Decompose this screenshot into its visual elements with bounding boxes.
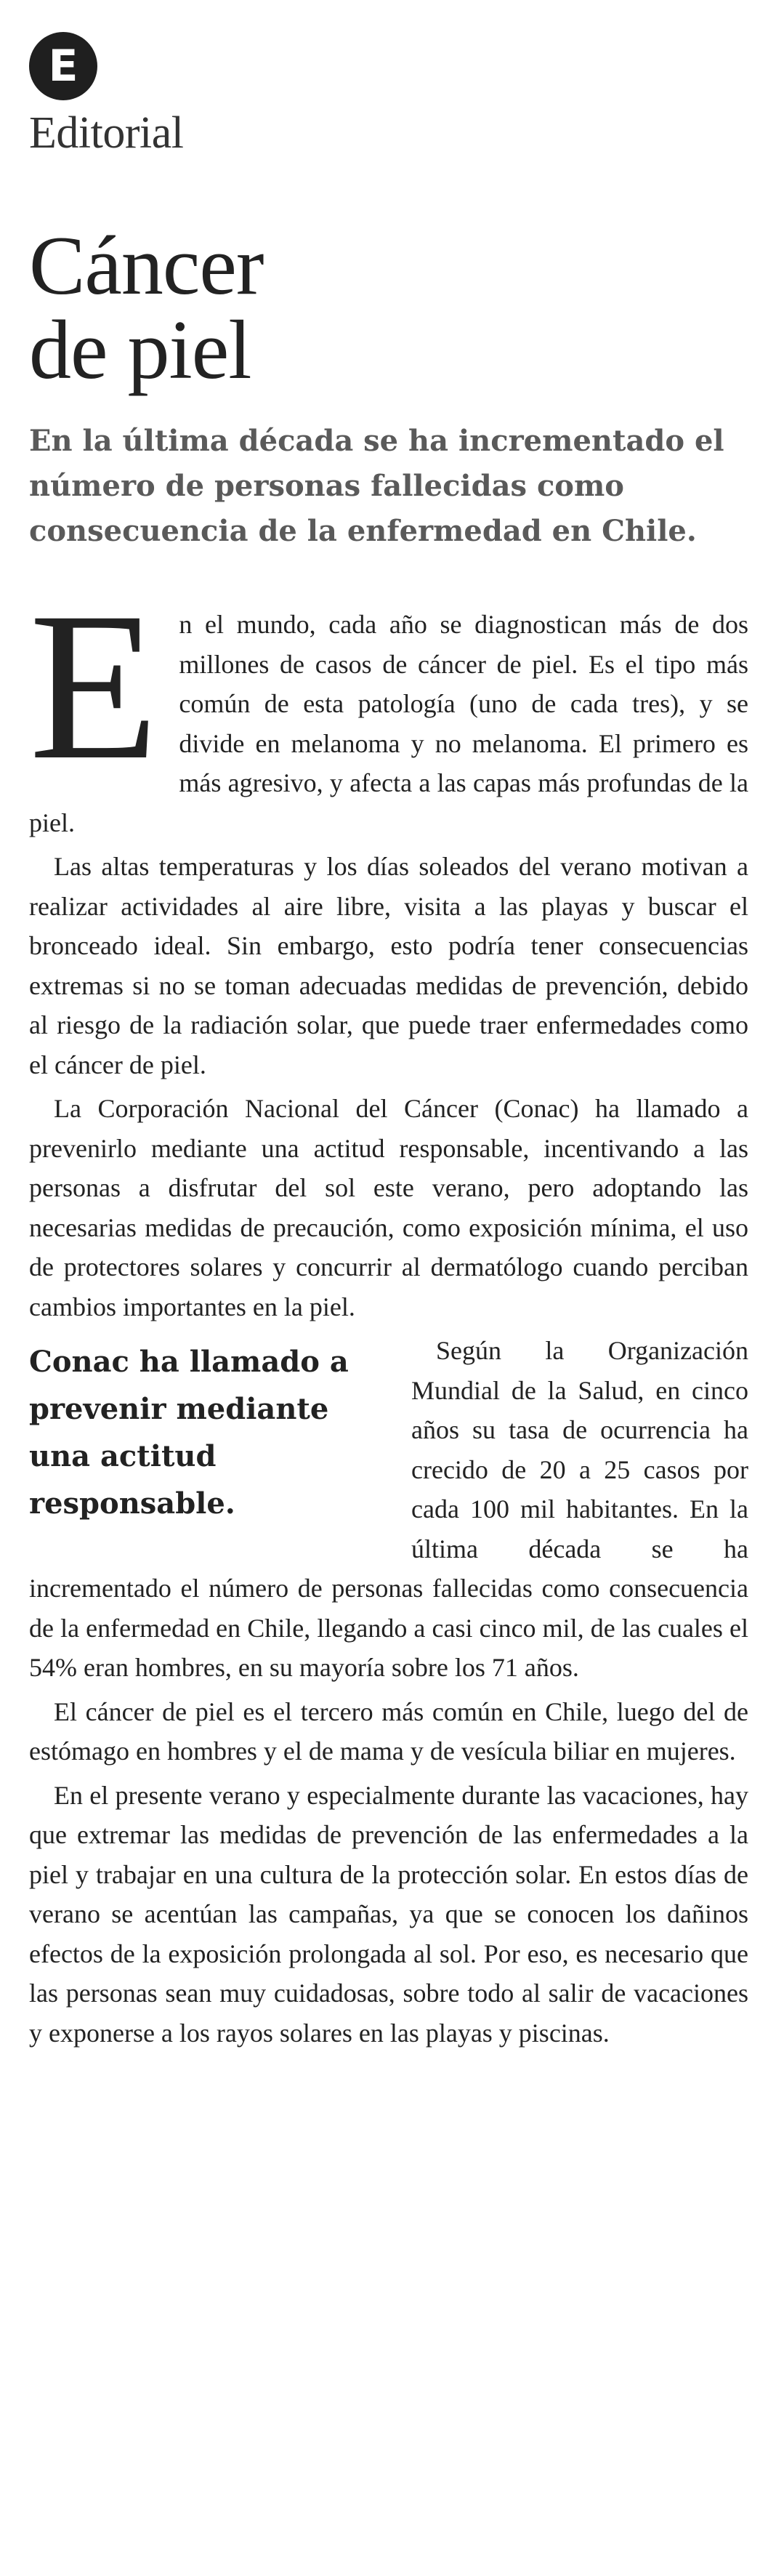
editorial-article [29, 20, 748, 2057]
deck-subtitle: En la última década se ha incrementado el número de personas fallecidas como consecuencia de la enfermedad en Chile. [29, 424, 724, 548]
paragraph-6: En el presente verano y especialmente durante las vacaciones, hay que extremar las medidas de prevención de las enfermedades a la piel y trabajar en una cultura de la protección solar. En estos días de verano se acentúan las campañas, ya que se conocen los dañinos efectos de la exposición prolongada al sol. Por eso, es necesario que las personas sean muy cuidadosas, sobre todo al salir de vacaciones y exponerse a los rayos solares en las playas y piscinas. [29, 1780, 748, 2048]
section-label: Editorial [29, 108, 184, 158]
drop-cap: E [29, 569, 159, 804]
section-badge: E [29, 32, 97, 100]
paragraph-1-text: n el mundo, cada año se diagnostican más de dos millones de casos de cáncer de piel. Es el tipo más común de esta patología (uno de cada tres), y se divide en melanoma y no melanoma. El primero es más agresivo, y afecta a las capas más profundas de la piel. [29, 610, 748, 837]
paragraph-1 [29, 569, 748, 842]
headline [29, 220, 748, 397]
paragraph-3 [29, 1089, 748, 1327]
headline-line-1: Cáncer [29, 220, 264, 313]
section-header [29, 20, 748, 166]
paragraph-2: Las altas temperaturas y los días soleados del verano motivan a realizar actividades al aire libre, visita a las playas y buscar el bronceado ideal. Sin embargo, esto podría tener consecuencias extremas si no se toman adecuadas medidas de prevención, debido al riesgo de la radiación solar, que puede traer enfermedades como el cáncer de piel. [29, 852, 748, 1079]
paragraph-3-text: La Corporación Nacional del Cáncer (Conac) ha llamado a prevenirlo mediante una actitud responsable, incentivando a las personas a disfrutar del sol este verano, pero adoptando las necesarias medidas de precaución, como exposición mínima, el uso de protectores solares y concurrir al dermatólogo cuando perciban cambios importantes en la piel. [29, 1094, 748, 1321]
article-body [29, 569, 748, 2053]
headline-line-2: de piel [29, 304, 251, 397]
pull-quote: Conac ha llamado a prevenir mediante una actitud responsable. [29, 1345, 349, 1521]
paragraph-5: El cáncer de piel es el tercero más común en Chile, luego del de estómago en hombres y el de mama y de vesícula biliar en mujeres. [29, 1696, 748, 1766]
paragraph-4: Según la Organización Mundial de la Salud, en cinco años su tasa de ocurrencia ha crecido de 20 a 25 casos por cada 100 mil habitantes. En la última década se ha incrementado el número de personas fallecidas como consecuencia de la enfermedad en Chile, llegando a casi cinco mil, de las cuales el 54% eran hombres, en su mayoría sobre los 71 años. [29, 1336, 748, 1682]
